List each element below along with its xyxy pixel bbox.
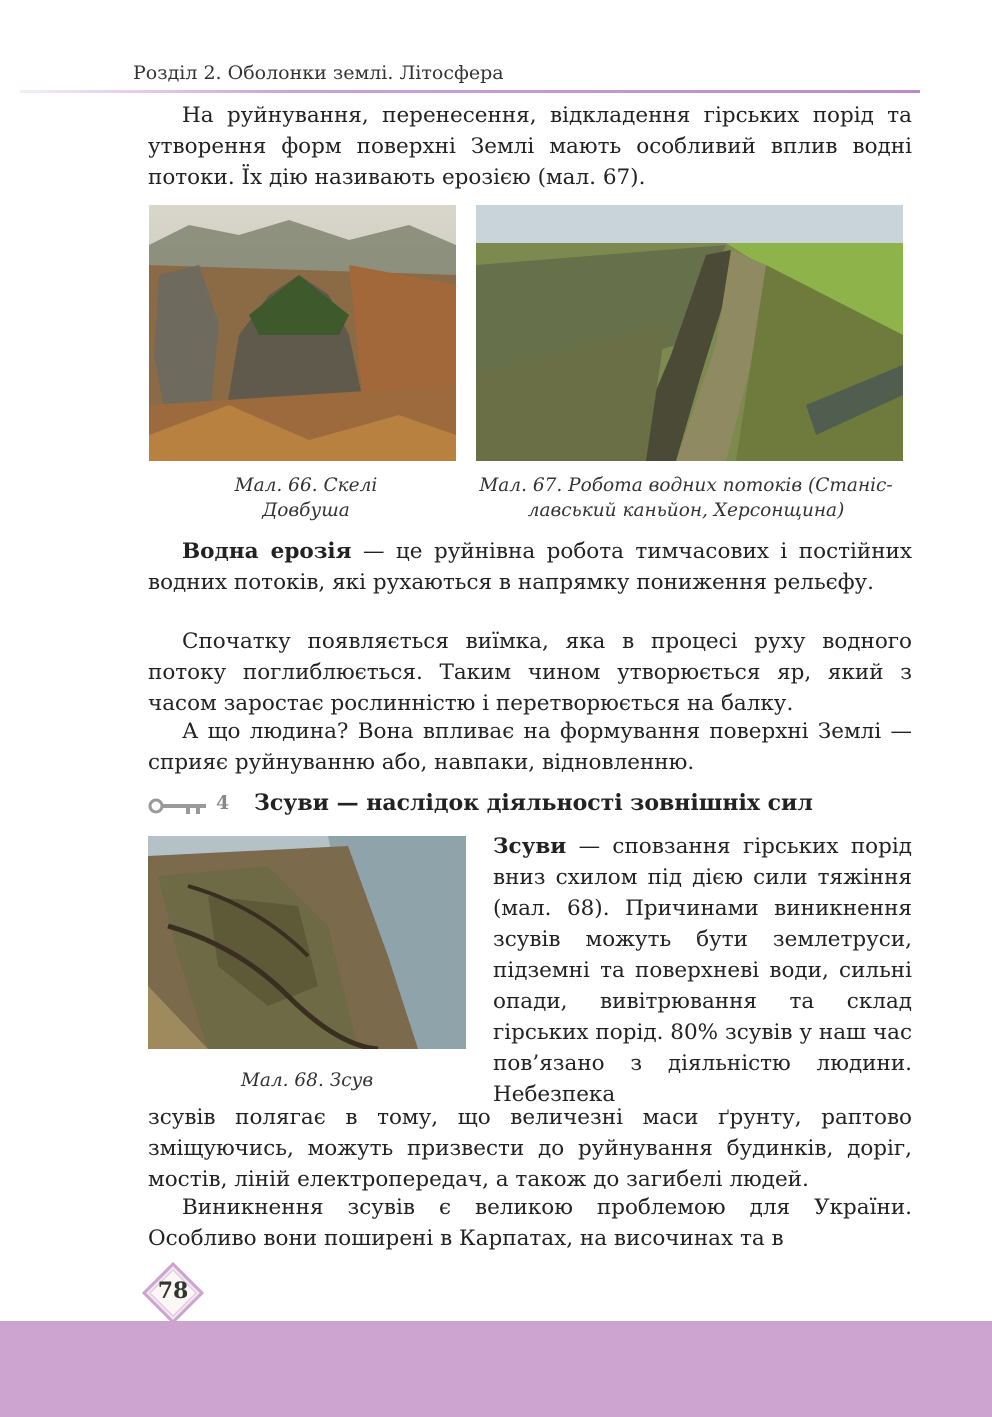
caption-fig67-line2: лавський каньйон, Херсонщина)	[527, 500, 845, 521]
ravine-paragraph	[148, 626, 912, 719]
intro-text: На руйнування, перенесення, відкладення гірських порід та утворення форм поверхні Землі мають особливий вплив водні потоки. Їх дію називають ерозією (мал. 67).	[148, 103, 912, 190]
section-title: Зсуви — наслідок діяльності зовнішніх сил	[254, 790, 813, 816]
intro-paragraph	[148, 100, 912, 193]
photo-dovbush-rocks	[149, 205, 456, 461]
section-4-heading	[148, 790, 918, 824]
water-erosion-term: Водна ерозія	[182, 539, 352, 564]
ravine-text: Спочатку появляється виїмка, яка в процесі руху водного потоку поглиблюється. Таким чином утворюється яр, який з часом заростає рослинністю і перетворюється на балку.	[148, 629, 912, 716]
ukraine-text: Виникнення зсувів є великою проблемою для України. Особливо вони поширені в Карпатах, на височинах та в	[148, 1195, 912, 1251]
landslides-continuation: зсувів полягає в тому, що величезні маси ґрунту, раптово зміщуючись, можуть призвести до руйнування будинків, доріг, мостів, ліній електропередач, а також до загибелі людей.	[148, 1105, 912, 1192]
caption-fig66-line1: Мал. 66. Скелі	[234, 475, 378, 496]
photo-landslide	[148, 836, 466, 1049]
ukraine-paragraph	[148, 1192, 912, 1254]
caption-fig67	[452, 473, 920, 523]
water-erosion-paragraph	[148, 536, 912, 598]
caption-fig66	[196, 473, 416, 523]
footer-band	[0, 1321, 992, 1417]
human-text: А що людина? Вона впливає на формування поверхні Землі — сприяє руйнуванню або, навпаки, відновленню.	[148, 719, 912, 775]
landslides-wrap-text: — сповзання гірських порід вниз схилом під дією сили тяжіння (мал. 68). Причинами виникнення зсувів можуть бути землетруси, підземні та поверхневі води, сильні опади, вивітрювання та склад гірських порід. 80% зсувів у наш час пов’язано з діяльністю людини. Небезпека	[493, 834, 912, 1107]
page-number: 78	[157, 1278, 189, 1304]
chapter-header: Розділ 2. Оболонки землі. Літосфера	[133, 62, 504, 84]
section-number: 4	[216, 792, 230, 814]
caption-fig66-line2: Довбуша	[262, 500, 350, 521]
photo-stanislav-canyon	[476, 205, 903, 461]
header-rule	[20, 90, 920, 93]
water-erosion-definition: — це руйнівна робота тимчасових і постійних водних потоків, які рухаються в напрямку пониження рельєфу.	[148, 539, 912, 595]
human-paragraph	[148, 716, 912, 778]
landslides-wrap-paragraph	[493, 831, 912, 1110]
landslides-term: Зсуви	[493, 834, 567, 859]
caption-fig67-line1: Мал. 67. Робота водних потоків (Станіс-	[479, 475, 893, 496]
caption-fig68: Мал. 68. Зсув	[240, 1070, 374, 1091]
